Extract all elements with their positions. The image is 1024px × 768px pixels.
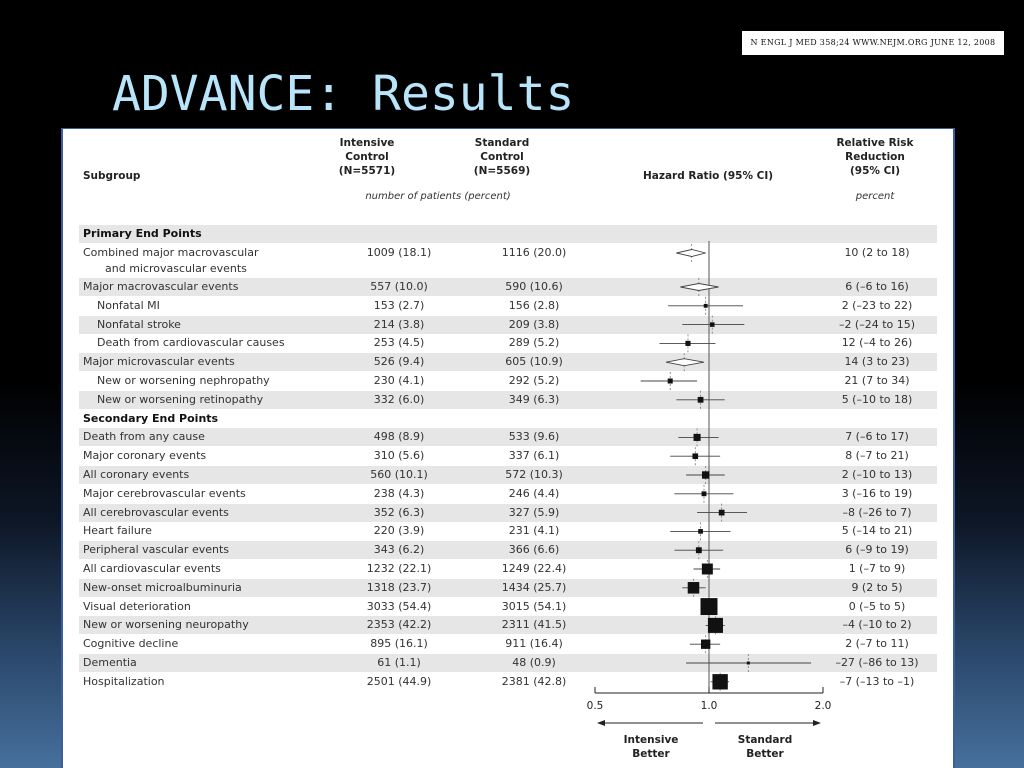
estimate-square [712,674,727,689]
subgroup-label: Dementia [83,656,137,669]
standard-value: 156 (2.8) [508,298,560,312]
estimate-square [704,304,708,308]
subgroup-label: New or worsening retinopathy [97,392,264,406]
subgroup-label: All coronary events [83,468,190,481]
intensive-value: 560 (10.1) [370,468,428,481]
standard-value: 289 (5.2) [508,336,560,350]
intensive-value: 526 (9.4) [373,355,425,369]
axis-tick-label: 1.0 [700,700,718,712]
subgroup-label: New-onset microalbuminuria [83,580,242,594]
standard-better-label: Standard Better [737,734,793,760]
section-label: Secondary End Points [83,411,219,425]
subgroup-label: Heart failure [83,524,152,538]
standard-value: 327 (5.9) [508,505,560,519]
estimate-square [701,640,710,649]
relative-risk-reduction: –8 (–26 to 7) [842,505,912,519]
estimate-square [698,529,703,534]
standard-value: 349 (6.3) [508,392,560,406]
intensive-value: 153 (2.7) [373,298,425,312]
subgroup-label: Combined major macrovascular [83,246,259,259]
axis-tick-label: 0.5 [586,700,604,712]
estimate-square [747,662,750,665]
relative-risk-reduction: 6 (–6 to 16) [845,280,909,293]
estimate-square [719,510,725,516]
intensive-value: 253 (4.5) [373,336,425,350]
subgroup-label: All cardiovascular events [83,562,221,575]
relative-risk-reduction: 6 (–9 to 19) [845,543,909,557]
subgroup-label: Peripheral vascular events [83,543,230,557]
subgroup-label: Major coronary events [83,449,207,463]
subgroup-label: New or worsening neuropathy [83,618,249,632]
intensive-value: 1232 (22.1) [366,562,432,575]
subgroup-label: New or worsening nephropathy [97,374,270,387]
axis-tick-label: 2.0 [814,700,832,712]
summary-diamond [666,359,704,366]
standard-value: 337 (6.1) [508,449,560,463]
subgroup-label: Major microvascular events [83,355,235,369]
relative-risk-reduction: 10 (2 to 18) [844,246,910,259]
intensive-value: 2501 (44.9) [366,674,432,688]
percent-unit-label: percent [855,191,895,202]
summary-diamond [676,250,705,257]
relative-risk-reduction: 14 (3 to 23) [844,355,910,369]
standard-value: 590 (10.6) [505,280,563,293]
standard-value: 1249 (22.4) [501,562,567,575]
section-label: Primary End Points [83,227,202,240]
estimate-square [692,453,698,459]
standard-value: 2311 (41.5) [501,618,567,632]
intensive-value: 214 (3.8) [373,317,425,331]
left-arrow-head [597,720,605,726]
forest-plot-graphic [63,129,953,768]
standard-control-header: Standard Control (N=5569) [473,137,531,177]
relative-risk-reduction: –4 (–10 to 2) [842,618,912,632]
relative-risk-reduction: 0 (–5 to 5) [848,599,906,613]
intensive-value: 332 (6.0) [373,392,425,406]
standard-value: 292 (5.2) [508,374,560,387]
standard-value: 533 (9.6) [508,430,560,444]
estimate-square [685,341,690,346]
hazard-ratio-header: Hazard Ratio (95% CI) [642,170,774,182]
relative-risk-header: Relative Risk Reduction (95% CI) [836,137,914,177]
subgroup-label: Visual deterioration [83,599,191,613]
relative-risk-reduction: –7 (–13 to –1) [839,674,915,688]
estimate-square [710,322,715,327]
relative-risk-reduction: 2 (–7 to 11) [845,637,909,651]
subgroup-label: Death from any cause [83,430,205,444]
intensive-value: 2353 (42.2) [366,618,432,632]
estimate-square [688,582,700,594]
intensive-value: 230 (4.1) [373,374,425,387]
subgroup-label-continued: and microvascular events [105,262,247,275]
standard-value: 366 (6.6) [508,543,560,557]
intensive-value: 498 (8.9) [373,430,425,444]
estimate-square [668,378,673,383]
standard-value: 231 (4.1) [508,524,560,538]
relative-risk-reduction: 2 (–23 to 22) [841,298,913,312]
right-arrow-head [813,720,821,726]
standard-value: 3015 (54.1) [501,599,567,613]
subgroup-label: All cerebrovascular events [83,505,229,519]
intensive-value: 238 (4.3) [373,486,425,500]
subgroup-label: Hospitalization [83,674,165,688]
intensive-value: 895 (16.1) [370,637,428,651]
patients-unit-label: number of patients (percent) [365,191,511,202]
estimate-square [698,397,704,403]
relative-risk-reduction: 5 (–14 to 21) [841,524,913,538]
standard-value: 605 (10.9) [505,355,563,369]
intensive-value: 61 (1.1) [377,656,421,669]
standard-value: 48 (0.9) [512,656,556,669]
intensive-value: 1318 (23.7) [366,580,432,594]
relative-risk-reduction: 3 (–16 to 19) [841,486,913,500]
standard-value: 1116 (20.0) [501,246,567,259]
subgroup-label: Major macrovascular events [83,280,239,293]
standard-value: 911 (16.4) [505,637,563,651]
subgroup-label: Cognitive decline [83,637,179,651]
relative-risk-reduction: 7 (–6 to 17) [845,430,909,444]
forest-plot-figure [61,128,955,768]
relative-risk-reduction: 9 (2 to 5) [851,580,903,594]
estimate-square [708,618,723,633]
relative-risk-reduction: –2 (–24 to 15) [838,317,916,331]
subgroup-label: Nonfatal MI [97,298,160,312]
intensive-value: 352 (6.3) [373,505,425,519]
relative-risk-reduction: 8 (–7 to 21) [845,449,909,463]
intensive-value: 3033 (54.4) [366,599,432,613]
summary-diamond [680,284,718,291]
subgroup-label: Death from cardiovascular causes [97,336,285,350]
subgroup-label: Nonfatal stroke [97,317,181,331]
standard-value: 2381 (42.8) [501,674,567,688]
intensive-value: 343 (6.2) [373,543,425,557]
intensive-value: 220 (3.9) [373,524,425,538]
journal-citation: N ENGL J MED 358;24 WWW.NEJM.ORG JUNE 12, 2008 [742,31,1004,55]
estimate-square [701,598,718,615]
relative-risk-reduction: 5 (–10 to 18) [841,392,913,406]
relative-risk-reduction: –27 (–86 to 13) [835,656,919,669]
intensive-value: 557 (10.0) [370,280,428,293]
standard-value: 246 (4.4) [508,486,560,500]
relative-risk-reduction: 12 (–4 to 26) [841,336,913,350]
subgroup-header: Subgroup [83,170,141,182]
intensive-control-header: Intensive Control (N=5571) [338,137,396,177]
relative-risk-reduction: 1 (–7 to 9) [848,562,906,575]
relative-risk-reduction: 21 (7 to 34) [844,374,910,387]
estimate-square [702,471,709,478]
estimate-square [702,491,707,496]
estimate-square [702,564,713,575]
subgroup-label: Major cerebrovascular events [83,486,246,500]
slide-title: ADVANCE: Results [112,66,575,122]
relative-risk-reduction: 2 (–10 to 13) [841,468,913,481]
intensive-value: 310 (5.6) [373,449,425,463]
estimate-square [694,434,701,441]
estimate-square [696,547,702,553]
intensive-better-label: Intensive Better [623,734,679,760]
standard-value: 1434 (25.7) [501,580,567,594]
standard-value: 572 (10.3) [505,468,563,481]
standard-value: 209 (3.8) [508,317,560,331]
intensive-value: 1009 (18.1) [366,246,432,259]
